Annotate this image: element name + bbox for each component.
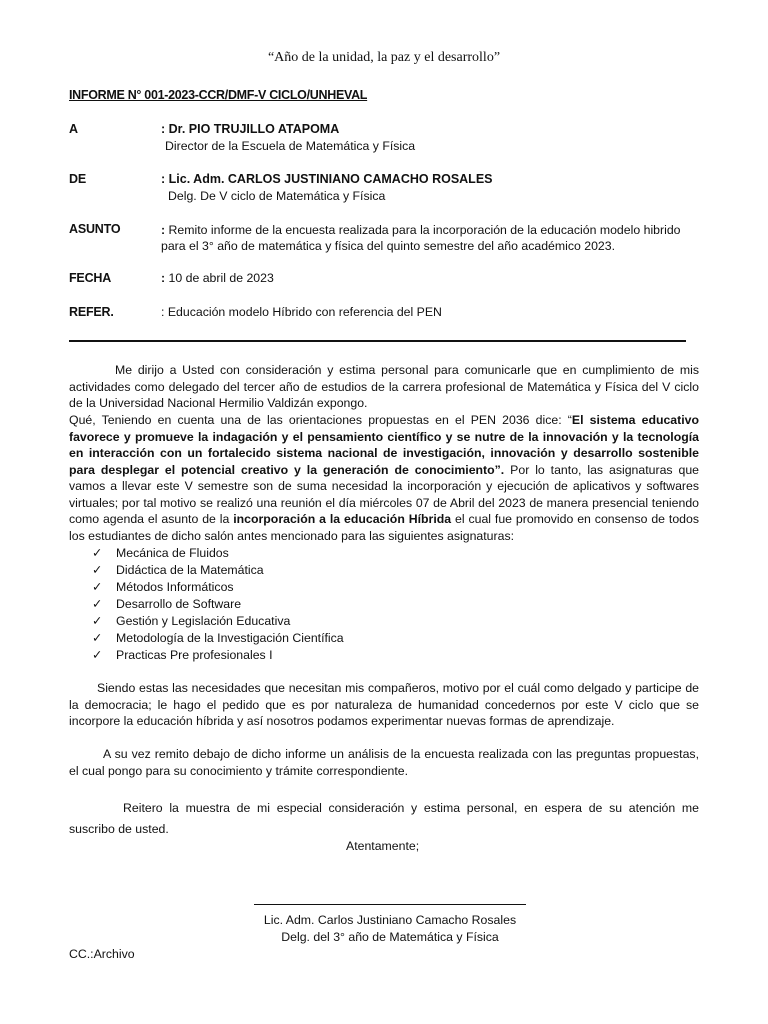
paragraph-farewell-text: Reitero la muestra de mi especial consideración y estima personal, en espera de su atención me suscribo de usted. [69, 801, 699, 836]
to-label: A [69, 122, 78, 136]
list-item [92, 545, 344, 562]
subject-name: Gestión y Legislación Educativa [116, 614, 291, 628]
signature-name: Lic. Adm. Carlos Justiniano Camacho Rosales [263, 913, 517, 927]
signature-role: Delg. del 3° año de Matemática y Física [281, 930, 499, 944]
date-text [161, 271, 701, 285]
list-item [92, 579, 344, 596]
list-item [92, 613, 344, 630]
paragraph-survey [69, 746, 699, 779]
date-colon: : [161, 271, 166, 285]
check-mark-icon: ✓ [92, 563, 103, 577]
subject-name: Metodología de la Investigación Científica [116, 631, 344, 645]
paragraph-intro-text: Me dirijo a Usted con consideración y estima personal para comunicarle que en cumplimiento de mis actividades como delegado del tercer año de estudios de la carrera profesional de Matemática y Física del V ciclo de la Universidad Nacional Hermilio Valdizán expongo. [69, 363, 699, 410]
list-item [92, 647, 344, 664]
paragraph-pen-bold: incorporación a la educación Híbrida [233, 512, 452, 526]
subject-name: Practicas Pre profesionales I [116, 648, 273, 662]
subject-name: Desarrollo de Software [116, 597, 242, 611]
check-mark-icon: ✓ [92, 580, 103, 594]
paragraph-request [69, 680, 699, 730]
subject-colon: : [161, 223, 166, 237]
paragraph-pen-intro: Qué, Teniendo en cuenta una de las orientaciones propuestas en el PEN 2036 dice: “ [69, 413, 572, 427]
header-divider [69, 340, 686, 342]
reference-label: REFER. [69, 305, 114, 319]
paragraph-intro [69, 362, 699, 412]
check-mark-icon: ✓ [92, 614, 103, 628]
from-title: Delg. De V ciclo de Matemática y Física [168, 189, 386, 203]
signature-line [254, 904, 526, 905]
subjects-list [92, 545, 344, 664]
subject-body: Remito informe de la encuesta realizada para la incorporación de la educación modelo hibrido para el 3° año de matemática y física del quinto semestre del año académico 2023. [161, 223, 681, 253]
check-mark-icon: ✓ [92, 597, 103, 611]
check-mark-icon: ✓ [92, 546, 103, 560]
reference-text: : Educación modelo Híbrido con referencia del PEN [161, 305, 442, 319]
paragraph-survey-text: A su vez remito debajo de dicho informe un análisis de la encuesta realizada con las preguntas propuestas, el cual pongo para su conocimiento y trámite correspondiente. [69, 747, 699, 778]
subject-name: Didáctica de la Matemática [116, 563, 264, 577]
subject-label: ASUNTO [69, 222, 121, 236]
list-item [92, 596, 344, 613]
subject-name: Métodos Informáticos [116, 580, 234, 594]
paragraph-pen-mid: Por lo tanto, las asignaturas que vamos a llevar este V semestre son de suma necesidad la incorporación y ejecución de aplicativos y softwares virtuales; por tal motivo se realizó una reunión el día miércoles 07 de Abril del 2023 de manera presencial teniendo como agenda el asunto de la [69, 462, 699, 526]
from-name: : Lic. Adm. CARLOS JUSTINIANO CAMACHO ROSALES [161, 172, 493, 186]
date-value: 10 de abril de 2023 [165, 271, 274, 285]
date-label: FECHA [69, 271, 112, 285]
paragraph-pen [69, 412, 699, 544]
report-number-heading: INFORME N° 001-2023-CCR/DMF-V CICLO/UNHEVAL [69, 88, 368, 102]
paragraph-pen-end: el cual fue promovido en consenso de todos los estudiantes de dicho salón antes mencionado para las siguientes asignaturas: [69, 512, 699, 543]
check-mark-icon: ✓ [92, 631, 103, 645]
cc-note: CC.:Archivo [69, 947, 135, 961]
from-label: DE [69, 172, 86, 186]
document-motto: “Año de la unidad, la paz y el desarrollo” [267, 50, 501, 65]
subject-text [161, 222, 701, 254]
to-name: : Dr. PIO TRUJILLO ATAPOMA [161, 122, 340, 136]
paragraph-farewell [69, 798, 699, 840]
list-item [92, 630, 344, 647]
closing-text: Atentamente; [346, 839, 420, 853]
paragraph-request-text: Siendo estas las necesidades que necesitan mis compañeros, motivo por el cuál como delgado y participe de la democracia; le hago el pedido que es por naturaleza de humanidad concedernos por este V ciclo que se incorpore la educación híbrida y así nosotros podamos experimentar nuevas formas de aprendizaje. [69, 681, 699, 728]
check-mark-icon: ✓ [92, 648, 103, 662]
paragraph-pen-quote: El sistema educativo favorece y promueve la indagación y el pensamiento científico y se nutre de la innovación y la tecnología en interacción con un fortalecido sistema nacional de investigación, innovación y desarrollo sostenible para desplegar el potencial creativo y la generación de conocimiento”. [69, 413, 700, 477]
to-title: Director de la Escuela de Matemática y Física [165, 139, 416, 153]
list-item [92, 562, 344, 579]
subject-name: Mecánica de Fluidos [116, 546, 229, 560]
